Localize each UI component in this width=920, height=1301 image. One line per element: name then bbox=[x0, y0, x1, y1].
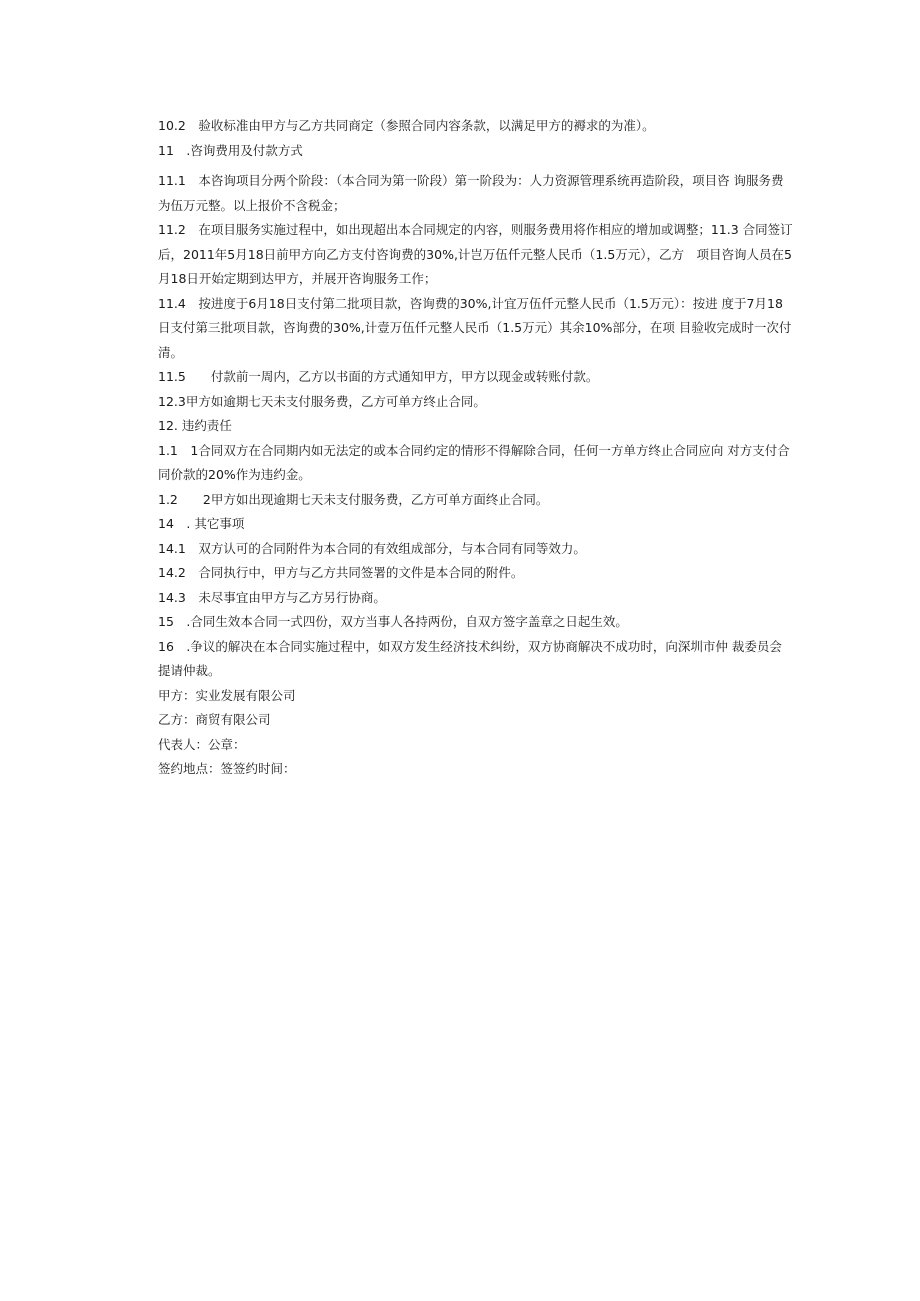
clause-12-3: 12.3甲方如逾期七天未支付服务费，乙方可单方终止合同。 bbox=[158, 393, 486, 409]
document-body bbox=[158, 114, 794, 782]
party-b: 乙方：商贸有限公司 bbox=[158, 712, 271, 727]
clause-11-5: 11.5 付款前一周内，乙方以书面的方式通知甲方，甲方以现金或转账付款。 bbox=[158, 369, 599, 384]
clause-15: 15 .合同生效本合同一式四份，双方当事人各持两份，自双方签字盖章之日起生效。 bbox=[158, 614, 628, 629]
section-11-heading: 11 .咨询费用及付款方式 bbox=[158, 142, 303, 158]
clause-14-2: 14.2 合同执行中，甲方与乙方共同签署的文件是本合同的附件。 bbox=[158, 565, 524, 580]
representative-seal: 代表人：公章： bbox=[158, 736, 246, 752]
clause-1-1: 1.1 1合同双方在合同期内如无法定的或本合同约定的情形不得解除合同，任何一方单方终止合同应向 对方支付合同价款的20%作为违约金。 bbox=[158, 442, 790, 482]
clause-14-1: 14.1 双方认可的合同附件为本合同的有效组成部分，与本合同有同等效力。 bbox=[158, 540, 586, 556]
clause-14-3: 14.3 未尽事宜由甲方与乙方另行协商。 bbox=[158, 589, 386, 605]
clause-1-2: 1.2 2甲方如出现逾期七天未支付服务费，乙方可单方面终止合同。 bbox=[158, 491, 549, 507]
section-12-heading: 12. 违约责任 bbox=[158, 418, 232, 433]
clause-11-4: 11.4 按进度于6月18日支付第二批项目款，咨询费的30%,计宜万伍仟元整人民币（1.5万元）：按进 度于7月18日支付第三批项目款，咨询费的30%,计壹万伍仟元整人民币（1.5万元）其余10%部分，在项 目验收完成时一次付清。 bbox=[158, 295, 792, 360]
clause-10-2: 10.2 验收标准由甲方与乙方共同商定（参照合同内容条款，以满足甲方的褥求的为准）。 bbox=[158, 118, 655, 133]
section-14-heading: 14 . 其它事项 bbox=[158, 516, 245, 531]
clause-16: 16 .争议的解决在本合同实施过程中，如双方发生经济技术纠纷，双方协商解决不成功时，向深圳市仲 裁委员会提请仲裁。 bbox=[158, 638, 782, 678]
clause-11-1: 11.1 本咨询项目分两个阶段：（本合同为第一阶段）第一阶段为：人力资源管理系统再造阶段，项目咨 询服务费为伍万元整。以上报价不含税金； bbox=[158, 173, 784, 213]
signing-place-time: 签约地点：签签约时间： bbox=[158, 761, 296, 776]
clause-11-2: 11.2 在项目服务实施过程中，如出现超出本合同规定的内容，则服务费用将作相应的增加或调整；11.3 合同签订后，2011年5月18日前甲方向乙方支付咨询费的30%,计岂万伍仟元整人民币（1.5万元），乙方 项目咨询人员在5月18日开始定期到达甲方，并展开咨询服务工作； bbox=[158, 222, 793, 286]
party-a: 甲方：实业发展有限公司 bbox=[158, 687, 296, 703]
